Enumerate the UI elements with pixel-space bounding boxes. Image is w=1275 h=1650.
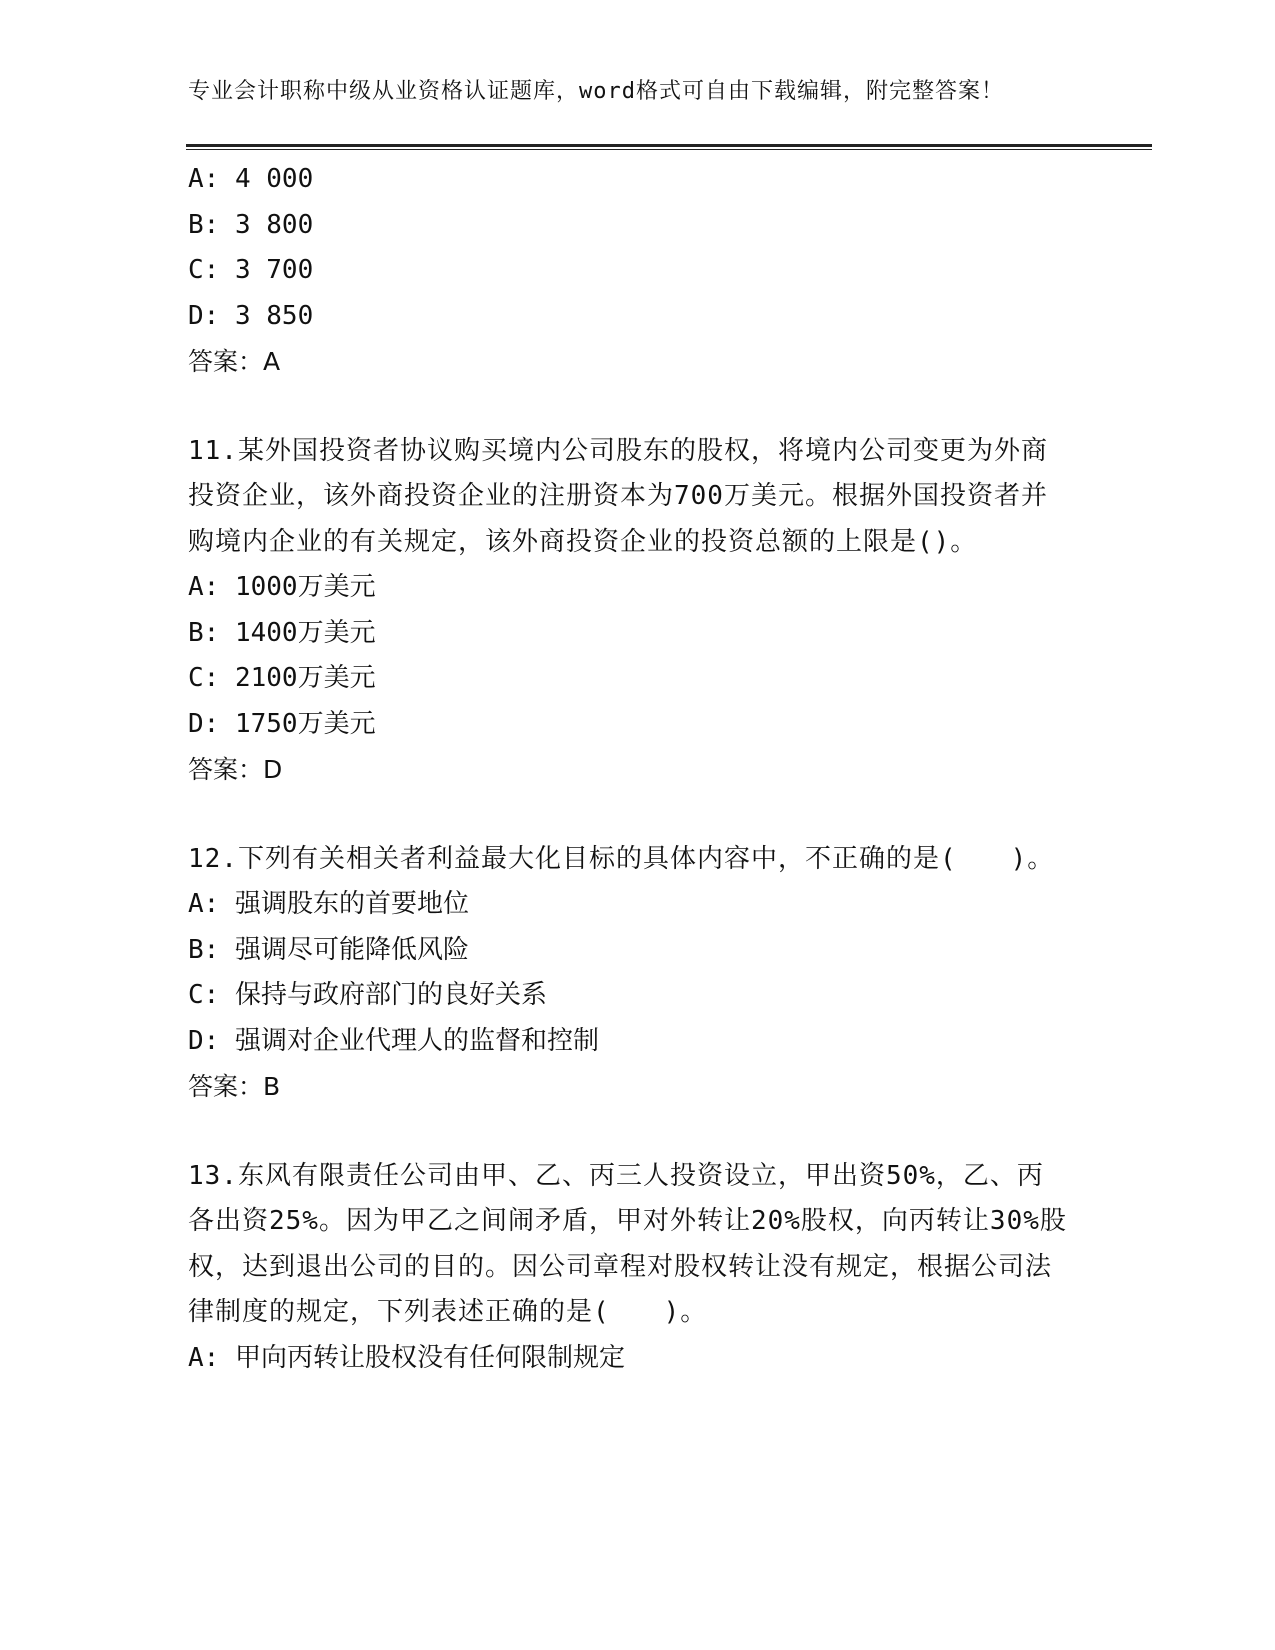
option-a: A: 强调股东的首要地位 — [188, 889, 469, 919]
option-d: D: 1750万美元 — [188, 708, 376, 739]
option-c: C: 2100万美元 — [188, 663, 376, 693]
question-stem: 11.某外国投资者协议购买境内公司股东的股权，将境内公司变更为外商投资企业，该外商投资企业的注册资本为700万美元。根据外国投资者并购境内企业的有关规定，该外商投资企业的投资总额的上限是()。 — [188, 435, 1048, 557]
question-12 — [188, 837, 1088, 1110]
option-b: B: 3 800 — [188, 209, 314, 240]
option-d: D: 强调对企业代理人的监督和控制 — [188, 1025, 599, 1056]
option-a: A: 甲向丙转让股权没有任何限制规定 — [188, 1342, 625, 1373]
option-a: A: 1000万美元 — [188, 572, 376, 602]
option-c: C: 保持与政府部门的良好关系 — [188, 980, 547, 1010]
document-body — [188, 157, 1088, 1381]
question-10-tail — [188, 157, 1088, 385]
header-rule — [186, 144, 1152, 150]
question-11 — [188, 429, 1088, 793]
option-c: C: 3 700 — [188, 255, 314, 285]
question-stem: 13.东风有限责任公司由甲、乙、丙三人投资设立，甲出资50%，乙、丙各出资25%。因为甲乙之间闹矛盾，甲对外转让20%股权，向丙转让30%股权，达到退出公司的目的。因公司章程对股权转让没有规定，根据公司法律制度的规定，下列表述正确的是( )。 — [188, 1160, 1067, 1327]
question-stem: 12.下列有关相关者利益最大化目标的具体内容中，不正确的是( )。 — [188, 843, 1055, 874]
option-b: B: 强调尽可能降低风险 — [188, 934, 469, 965]
answer: 答案：B — [188, 1072, 281, 1101]
option-d: D: 3 850 — [188, 300, 314, 331]
option-a: A: 4 000 — [188, 164, 314, 194]
answer: 答案：A — [188, 347, 281, 376]
option-b: B: 1400万美元 — [188, 617, 376, 648]
page-header: 专业会计职称中级从业资格认证题库，word格式可自由下载编辑，附完整答案！ — [188, 79, 1004, 104]
question-13 — [188, 1154, 1088, 1382]
answer: 答案：D — [188, 755, 283, 784]
